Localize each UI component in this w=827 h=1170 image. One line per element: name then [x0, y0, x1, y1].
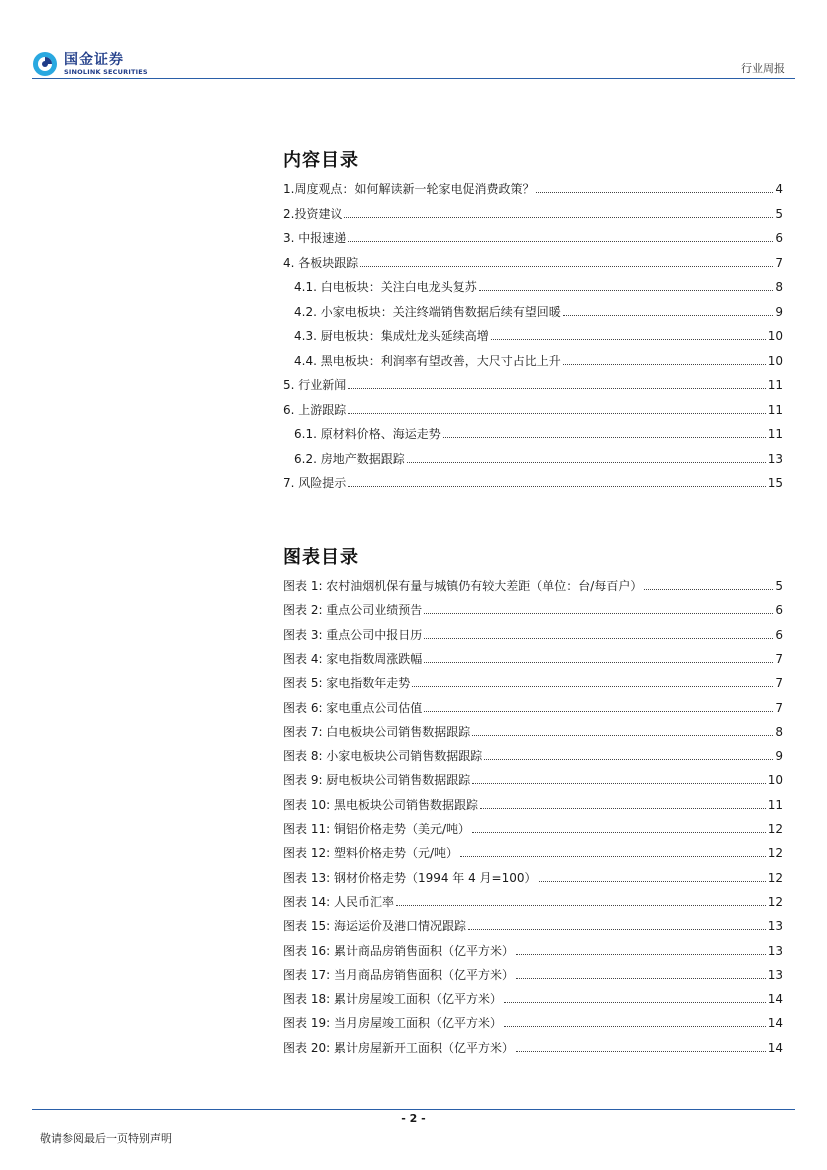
figure-entry[interactable] — [283, 723, 783, 739]
entry-page: 10 — [767, 353, 783, 368]
entry-label: 1.周度观点：如何解读新一轮家电促消费政策？ — [283, 182, 535, 196]
entry-page: 7 — [775, 700, 783, 715]
figure-entry[interactable] — [283, 990, 783, 1006]
entry-page: 11 — [767, 378, 783, 392]
entry-page: 11 — [767, 402, 783, 417]
disclaimer: 敬请参阅最后一页特别声明 — [40, 1132, 172, 1145]
figure-entry[interactable] — [283, 869, 783, 885]
entry-page: 13 — [767, 967, 783, 982]
toc-entry[interactable] — [283, 474, 783, 490]
dot-leader — [468, 929, 766, 930]
entry-label: 3. 中报速递 — [283, 231, 347, 245]
entry-label: 图表 3: 重点公司中报日历 — [283, 627, 423, 642]
dot-leader — [344, 217, 773, 218]
entry-page: 8 — [775, 724, 783, 739]
entry-label: 图表 12: 塑料价格走势（元/吨） — [283, 846, 458, 861]
entry-label: 图表 20: 累计房屋新开工面积（亿平方米） — [283, 1040, 514, 1055]
dot-leader — [472, 735, 773, 736]
entry-label: 图表 17: 当月商品房销售面积（亿平方米） — [283, 967, 514, 982]
figure-entry[interactable] — [283, 796, 783, 812]
entry-page: 14 — [767, 1040, 783, 1055]
dot-leader — [536, 192, 773, 193]
dot-leader — [348, 388, 765, 389]
entry-page: 12 — [767, 894, 783, 909]
entry-page: 6 — [775, 231, 783, 245]
entry-page: 13 — [767, 919, 783, 934]
figure-entry[interactable] — [283, 699, 783, 715]
entry-label: 图表 9: 厨电板块公司销售数据跟踪 — [283, 773, 471, 788]
entry-label: 图表 7: 白电板块公司销售数据跟踪 — [283, 724, 471, 739]
dot-leader — [460, 856, 766, 857]
toc-entry[interactable] — [283, 327, 783, 343]
header-divider — [32, 78, 795, 79]
toc-entry[interactable] — [283, 376, 783, 392]
entry-label: 2.投资建议 — [283, 206, 343, 221]
dot-leader — [516, 978, 766, 979]
entry-page: 10 — [767, 329, 783, 343]
dot-leader — [348, 241, 773, 242]
entry-page: 13 — [767, 451, 783, 466]
figures-title: 图表目录 — [283, 547, 359, 568]
report-type: 行业周报 — [741, 62, 785, 75]
entry-page: 12 — [767, 846, 783, 861]
toc-entry[interactable] — [283, 278, 783, 294]
dot-leader — [516, 954, 766, 955]
figure-entry[interactable] — [283, 674, 783, 690]
dot-leader — [407, 462, 766, 463]
entry-label: 6.2. 房地产数据跟踪 — [294, 451, 405, 466]
toc-entry[interactable] — [283, 401, 783, 417]
entry-label: 4.2. 小家电板块：关注终端销售数据后续有望回暖 — [294, 304, 561, 319]
entry-label: 图表 5: 家电指数年走势 — [283, 676, 411, 691]
figure-entry[interactable] — [283, 577, 783, 593]
figure-entry[interactable] — [283, 650, 783, 666]
page-number: - 2 - — [401, 1112, 426, 1125]
figure-entry[interactable] — [283, 917, 783, 933]
entry-label: 图表 15: 海运运价及港口情况跟踪 — [283, 919, 466, 934]
dot-leader — [424, 662, 773, 663]
toc-entry[interactable] — [283, 229, 783, 245]
dot-leader — [479, 290, 774, 291]
figure-entry[interactable] — [283, 601, 783, 617]
dot-leader — [504, 1026, 766, 1027]
entry-label: 图表 10: 黑电板块公司销售数据跟踪 — [283, 797, 478, 812]
toc-entry[interactable] — [283, 303, 783, 319]
entry-label: 图表 8: 小家电板块公司销售数据跟踪 — [283, 749, 483, 764]
entry-label: 图表 6: 家电重点公司估值 — [283, 700, 423, 715]
entry-page: 12 — [767, 822, 783, 836]
company-logo — [32, 48, 148, 80]
figure-entry[interactable] — [283, 1014, 783, 1030]
dot-leader — [644, 589, 773, 590]
dot-leader — [480, 808, 766, 809]
figure-entry[interactable] — [283, 820, 783, 836]
entry-label: 图表 18: 累计房屋竣工面积（亿平方米） — [283, 992, 502, 1007]
entry-label: 4. 各板块跟踪 — [283, 255, 359, 270]
entry-page: 6 — [775, 627, 783, 642]
entry-page: 9 — [775, 304, 783, 319]
entry-page: 12 — [767, 870, 783, 885]
toc-entry[interactable] — [283, 450, 783, 466]
toc-entry[interactable] — [283, 205, 783, 221]
entry-label: 图表 13: 钢材价格走势（1994 年 4 月=100） — [283, 870, 537, 885]
toc-entry[interactable] — [283, 180, 783, 196]
figure-entry[interactable] — [283, 942, 783, 958]
entry-label: 4.4. 黑电板块：利润率有望改善，大尺寸占比上升 — [294, 353, 561, 368]
entry-page: 14 — [767, 1016, 783, 1031]
figure-entry[interactable] — [283, 747, 783, 763]
entry-page: 8 — [775, 280, 783, 294]
entry-label: 图表 1: 农村油烟机保有量与城镇仍有较大差距（单位：台/每百户） — [283, 579, 643, 593]
entry-page: 7 — [775, 651, 783, 666]
toc-entry[interactable] — [283, 254, 783, 270]
figure-entry[interactable] — [283, 626, 783, 642]
entry-label: 图表 11: 铜铝价格走势（美元/吨） — [283, 822, 470, 836]
entry-label: 4.1. 白电板块：关注白电龙头复苏 — [294, 280, 477, 294]
dot-leader — [348, 486, 765, 487]
entry-label: 图表 4: 家电指数周涨跌幅 — [283, 651, 423, 666]
entry-page: 7 — [775, 676, 783, 691]
entry-label: 图表 16: 累计商品房销售面积（亿平方米） — [283, 943, 514, 958]
toc-entry[interactable] — [283, 425, 783, 441]
figure-entry[interactable] — [283, 771, 783, 787]
logo-cn-text: 国金证券 — [64, 51, 124, 68]
entry-label: 图表 19: 当月房屋竣工面积（亿平方米） — [283, 1016, 502, 1031]
entry-label: 7. 风险提示 — [283, 476, 347, 490]
dot-leader — [491, 339, 766, 340]
dot-leader — [360, 266, 773, 267]
page-header — [32, 44, 795, 80]
entry-label: 4.3. 厨电板块：集成灶龙头延续高增 — [294, 329, 489, 343]
entry-page: 10 — [767, 773, 783, 788]
entry-page: 4 — [775, 182, 783, 196]
dot-leader — [484, 759, 773, 760]
entry-label: 5. 行业新闻 — [283, 378, 347, 392]
dot-leader — [539, 881, 766, 882]
dot-leader — [412, 686, 773, 687]
dot-leader — [424, 711, 773, 712]
entry-page: 6 — [775, 603, 783, 618]
dot-leader — [348, 413, 765, 414]
logo-en-text: SINOLINK SECURITIES — [64, 67, 148, 76]
entry-page: 11 — [767, 797, 783, 812]
dot-leader — [472, 783, 765, 784]
footer-divider — [32, 1109, 795, 1110]
entry-page: 5 — [775, 579, 783, 593]
contents-title: 内容目录 — [283, 150, 359, 171]
entry-page: 5 — [775, 206, 783, 221]
dot-leader — [424, 613, 773, 614]
entry-label: 图表 2: 重点公司业绩预告 — [283, 603, 423, 618]
figure-entry[interactable] — [283, 893, 783, 909]
entry-label: 图表 14: 人民币汇率 — [283, 894, 394, 909]
figure-entry[interactable] — [283, 966, 783, 982]
dot-leader — [396, 905, 766, 906]
entry-page: 11 — [767, 427, 783, 441]
entry-label: 6.1. 原材料价格、海运走势 — [294, 427, 441, 441]
entry-page: 7 — [775, 255, 783, 270]
figure-entry[interactable] — [283, 844, 783, 860]
entry-page: 15 — [767, 476, 783, 490]
dot-leader — [472, 832, 766, 833]
dot-leader — [424, 638, 773, 639]
dot-leader — [563, 315, 774, 316]
entry-page: 13 — [767, 943, 783, 958]
entry-label: 6. 上游跟踪 — [283, 402, 347, 417]
entry-page: 9 — [775, 749, 783, 764]
dot-leader — [443, 437, 766, 438]
figure-entry[interactable] — [283, 1039, 783, 1055]
dot-leader — [516, 1051, 766, 1052]
logo-mark-icon — [32, 51, 58, 77]
dot-leader — [504, 1002, 766, 1003]
toc-entry[interactable] — [283, 352, 783, 368]
dot-leader — [563, 364, 766, 365]
entry-page: 14 — [767, 992, 783, 1007]
